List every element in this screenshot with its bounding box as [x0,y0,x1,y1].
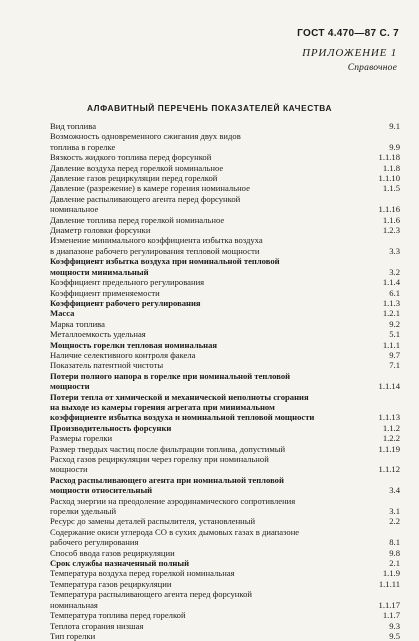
entry-text [50,392,362,423]
entry-ref: 9.8 [389,547,400,558]
entry-text [50,319,362,329]
entry-text [50,215,362,225]
entry-line: мощности [50,381,90,392]
entry-line: Ресурс до замены деталей распылителя, установленный [50,516,256,527]
entry-line: Возможность одновременного сжигания двух видов [50,131,241,142]
index-entry [50,256,400,277]
entry-line: Металлоемкость удельная [50,329,146,340]
entry-text [50,235,362,256]
index-entry [50,121,400,131]
index-entry [50,288,400,298]
index-entry [50,152,400,162]
entry-text [50,516,362,526]
entry-line: Температура газов рециркуляции [50,578,172,589]
entry-ref: 1.1.8 [382,162,400,173]
entry-ref: 9.5 [389,630,400,641]
index-entry [50,173,400,183]
entry-text [50,121,362,131]
entry-text [50,183,362,193]
index-entry [50,423,400,433]
appendix-subtitle: Справочное [347,63,397,73]
index-entry [50,516,400,526]
entry-line: Температура распыливающего агента перед форсункой [50,589,253,600]
entry-line: Потери тепла от химической и механической неполноты сгорания [50,391,309,402]
entry-text [50,194,362,215]
entry-line: Давление топлива перед горелкой номинальное [50,214,225,225]
entry-line: Изменение минимального коэффициента избытка воздуха [50,235,263,246]
entry-text [50,163,362,173]
entry-text [50,371,362,392]
entry-line: Давление газов рециркуляции перед горелкой [50,173,218,184]
entry-ref: 1.1.17 [378,599,400,610]
index-entry [50,298,400,308]
entry-text [50,454,362,475]
index-entry [50,621,400,631]
entry-ref: 1.2.2 [382,433,400,444]
entry-ref: 3.2 [389,266,400,277]
entry-ref: 2.1 [389,558,400,569]
entry-text [50,423,362,433]
entry-line: на выходе из камеры горения агрегата при минимальном [50,401,275,412]
entry-line: Наличие селективного контроля факела [50,349,196,360]
entry-line: Давление воздуха перед горелкой номинальное [50,162,224,173]
entry-line: Коэффициент избытка воздуха при номинальной тепловой [50,256,280,267]
appendix-label [302,46,397,76]
index-entry [50,610,400,620]
entry-text [50,340,362,350]
index-entry [50,496,400,517]
index-entry [50,548,400,558]
entry-text [50,475,362,496]
entry-ref: 3.1 [389,506,400,517]
entry-line: Размер твердых частиц после фильтрации топлива, допустимый [50,443,286,454]
index-entry [50,277,400,287]
entry-line: мощности [50,464,88,475]
index-entry [50,319,400,329]
entry-line: Коэффициент рабочего регулирования [50,297,201,308]
entry-ref: 1.1.14 [378,381,400,392]
entry-line: Коэффициент предельного регулирования [50,277,205,288]
entry-ref: 5.1 [389,329,400,340]
entry-text [50,277,362,287]
entry-line: Температура топлива перед горелкой [50,610,186,621]
document-title: АЛФАВИТНЫЙ ПЕРЕЧЕНЬ ПОКАЗАТЕЛЕЙ КАЧЕСТВА [86,103,333,113]
entry-ref: 1.2.3 [382,225,400,236]
entry-text [50,173,362,183]
entry-line: Расход распыливающего агента при номинальной тепловой [50,474,284,485]
entry-line: Содержание окиси углерода СО в сухих дымовых газах в диапазоне [50,526,300,537]
entry-line: Производительность форсунки [50,422,172,433]
index-entry [50,527,400,548]
entry-line: Марка топлива [50,318,105,329]
entry-text [50,610,362,620]
entry-ref: 9.9 [389,141,400,152]
entry-text [50,444,362,454]
entry-ref: 7.1 [389,360,400,371]
entry-text [50,329,362,339]
entry-ref: 1.1.3 [382,297,400,308]
page-header: ГОСТ 4.470—87 С. 7 [297,28,399,39]
entry-ref: 1.1.13 [378,412,400,423]
entry-ref: 1.1.11 [378,578,400,589]
entry-text [50,256,362,277]
entry-ref: 1.1.2 [382,422,400,433]
entry-text [50,433,362,443]
entry-line: Тип горелки [50,630,96,641]
entry-text [50,298,362,308]
entry-text [50,308,362,318]
entry-text [50,621,362,631]
entry-ref: 9.3 [389,620,400,631]
entry-line: Показатель патентной чистоты [50,360,164,371]
index-entry [50,371,400,392]
entry-ref: 1.1.1 [382,339,400,350]
entry-line: топлива в горелке [50,141,116,152]
entry-line: Срок службы назначенный полный [50,558,190,569]
entry-line: Коэффициент применяемости [50,287,160,298]
entry-ref: 3.4 [389,485,400,496]
entry-ref: 1.1.5 [382,183,400,194]
entry-line: номинальная [50,599,98,610]
index-entry [50,360,400,370]
entry-line: Расход газов рециркуляции через горелку при номинальной [50,454,269,464]
entry-text [50,631,362,641]
entry-line: рабочего регулирования [50,537,139,548]
entry-ref: 6.1 [389,287,400,298]
index-entry [50,433,400,443]
entry-line: коэффициенте избытка воздуха и номинальной тепловой мощности [50,412,315,423]
entry-text [50,589,362,610]
entry-line: Давление (разрежение) в камере горения номинальное [50,183,250,194]
entry-ref: 8.1 [389,537,400,548]
index-entry [50,225,400,235]
entry-line: мощности минимальный [50,266,149,277]
index-entry [50,568,400,578]
entry-line: Потери полного напора в горелке при номинальной тепловой [50,370,291,381]
index-entry [50,589,400,610]
entry-ref: 1.1.7 [382,610,400,621]
entry-text [50,360,362,370]
entry-ref: 1.1.19 [378,443,400,454]
index-entry [50,329,400,339]
entry-line: Размеры горелки [50,433,113,444]
entry-text [50,225,362,235]
entry-line: Теплота сгорания низшая [50,620,144,631]
index-list [50,121,400,641]
entry-text [50,579,362,589]
entry-line: Давление распыливающего агента перед форсункой [50,193,241,204]
entry-text [50,558,362,568]
entry-ref: 1.1.4 [382,277,400,288]
entry-line: горелки удельный [50,506,117,517]
index-entry [50,454,400,475]
index-entry [50,579,400,589]
index-entry [50,444,400,454]
entry-ref: 9.2 [389,318,400,329]
entry-line: Диаметр головки форсунки [50,225,151,236]
index-entry [50,558,400,568]
entry-ref: 1.1.6 [382,214,400,225]
entry-line: Способ ввода газов рециркуляции [50,547,175,558]
entry-line: номинальное [50,204,99,215]
entry-line: Расход энергии на преодоление аэродинамического сопротивления [50,495,296,506]
index-entry [50,340,400,350]
index-entry [50,235,400,256]
index-entry [50,215,400,225]
entry-ref: 1.1.18 [378,152,400,163]
entry-line: в диапазоне рабочего регулирования тепловой мощности [50,245,260,256]
index-entry [50,183,400,193]
entry-text [50,527,362,548]
entry-ref: 1.1.10 [378,173,400,184]
entry-text [50,568,362,578]
index-entry [50,194,400,215]
index-entry [50,308,400,318]
index-entry [50,163,400,173]
entry-text [50,131,362,152]
entry-ref: 1.2.1 [382,308,400,319]
entry-text [50,496,362,517]
entry-ref: 1.1.9 [382,568,400,579]
entry-line: Вид топлива [50,121,97,131]
entry-line: Вязкость жидкого топлива перед форсункой [50,152,212,163]
entry-ref: 1.1.16 [378,204,400,215]
index-entry [50,350,400,360]
entry-ref: 9.7 [389,349,400,360]
entry-text [50,350,362,360]
entry-ref: 2.2 [389,516,400,527]
entry-text [50,548,362,558]
index-entry [50,131,400,152]
entry-ref: 1.1.12 [378,464,400,475]
entry-line: Мощность горелки тепловая номинальная [50,339,218,350]
entry-text [50,152,362,162]
entry-ref: 9.1 [389,121,400,131]
entry-line: Температура воздуха перед горелкой номинальная [50,568,235,579]
index-entry [50,392,400,423]
entry-line: мощности относительный [50,485,153,496]
entry-text [50,288,362,298]
entry-ref: 3.3 [389,245,400,256]
index-entry [50,631,400,641]
index-entry [50,475,400,496]
entry-line: Масса [50,308,75,319]
appendix-title: ПРИЛОЖЕНИЕ 1 [302,47,397,59]
